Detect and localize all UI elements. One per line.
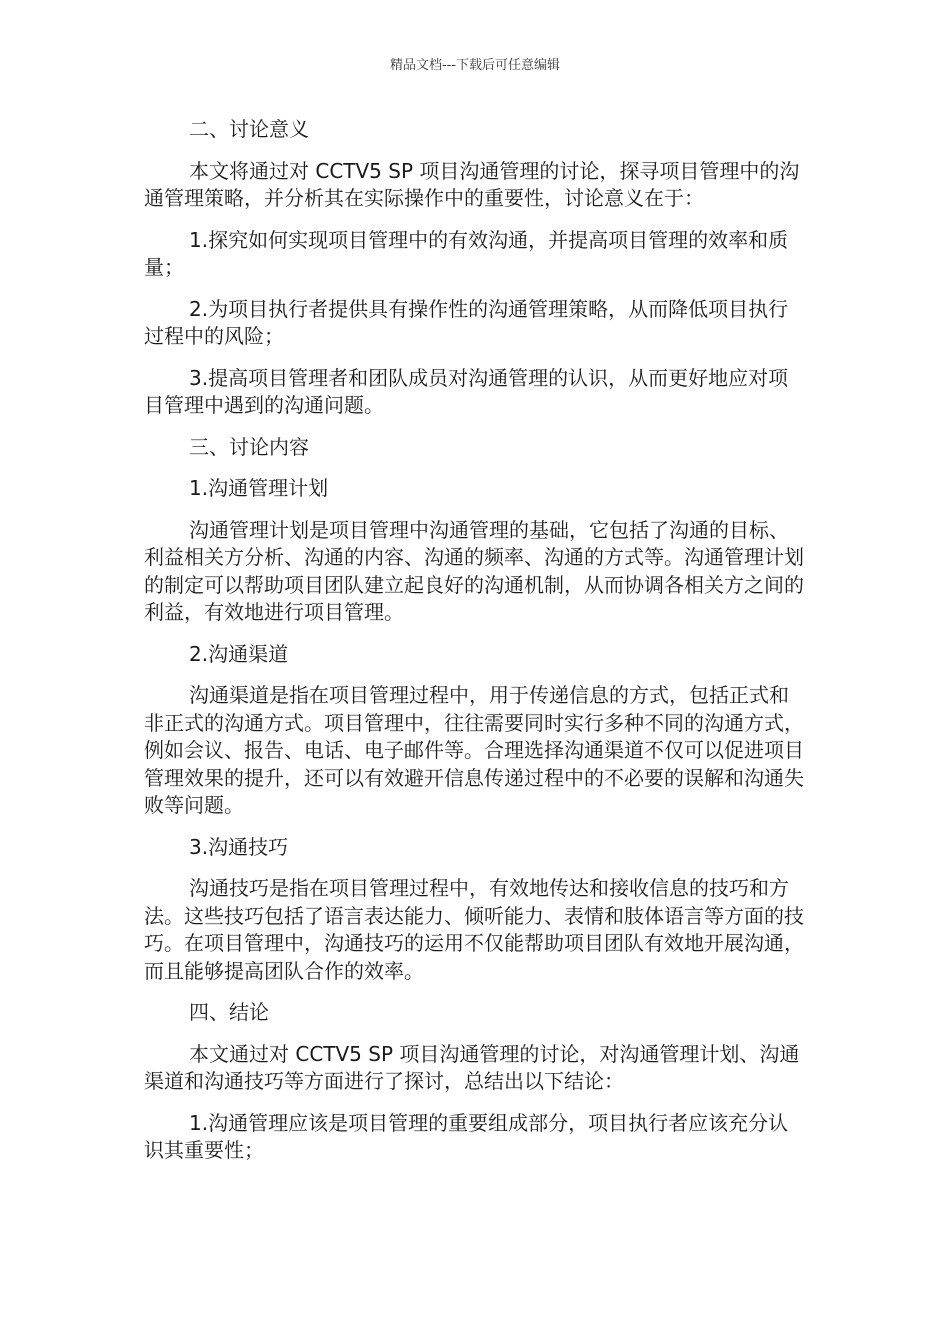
subsection-heading-channels: 2.沟通渠道	[189, 641, 289, 666]
list-item: 1.探究如何实现项目管理中的有效沟通，并提高项目管理的效率和质量；	[144, 227, 789, 279]
paragraph-skills: 沟通技巧是指在项目管理过程中，有效地传达和接收信息的技巧和方法。这些技巧包括了语言表达能力、倾听能力、表情和肢体语言等方面的技巧。在项目管理中，沟通技巧的运用不仅能帮助项目团队有效地开展沟通，而且能够提高团队合作的效率。	[144, 876, 804, 983]
list-item: 1.沟通管理应该是项目管理的重要组成部分，项目执行者应该充分认识其重要性；	[144, 1110, 789, 1162]
section-heading-content: 三、讨论内容	[189, 434, 309, 459]
paragraph-plan: 沟通管理计划是项目管理中沟通管理的基础，它包括了沟通的目标、利益相关方分析、沟通的内容、沟通的频率、沟通的方式等。沟通管理计划的制定可以帮助项目团队建立起良好的沟通机制，从而协调各相关方之间的利益，有效地进行项目管理。	[144, 517, 804, 624]
document-body	[144, 116, 804, 1179]
page-header: 精品文档---下载后可任意编辑	[389, 58, 561, 73]
list-item: 2.为项目执行者提供具有操作性的沟通管理策略，从而降低项目执行过程中的风险；	[144, 296, 789, 348]
paragraph-intro: 本文将通过对 CCTV5 SP 项目沟通管理的讨论，探寻项目管理中的沟通管理策略，并分析其在实际操作中的重要性，讨论意义在于：	[144, 158, 800, 210]
section-heading-significance: 二、讨论意义	[189, 117, 309, 141]
section-heading-conclusion: 四、结论	[189, 1000, 269, 1024]
paragraph-channels: 沟通渠道是指在项目管理过程中，用于传递信息的方式，包括正式和非正式的沟通方式。项目管理中，往往需要同时实行多种不同的沟通方式，例如会议、报告、电话、电子邮件等。合理选择沟通渠道不仅可以促进项目管理效果的提升，还可以有效避开信息传递过程中的不必要的误解和沟通失败等问题。	[144, 683, 804, 817]
subsection-heading-skills: 3.沟通技巧	[189, 834, 289, 859]
list-item: 3.提高项目管理者和团队成员对沟通管理的认识，从而更好地应对项目管理中遇到的沟通问题。	[144, 365, 789, 417]
subsection-heading-plan: 1.沟通管理计划	[189, 476, 329, 500]
paragraph-conclusion: 本文通过对 CCTV5 SP 项目沟通管理的讨论，对沟通管理计划、沟通渠道和沟通技巧等方面进行了探讨，总结出以下结论：	[144, 1041, 800, 1093]
